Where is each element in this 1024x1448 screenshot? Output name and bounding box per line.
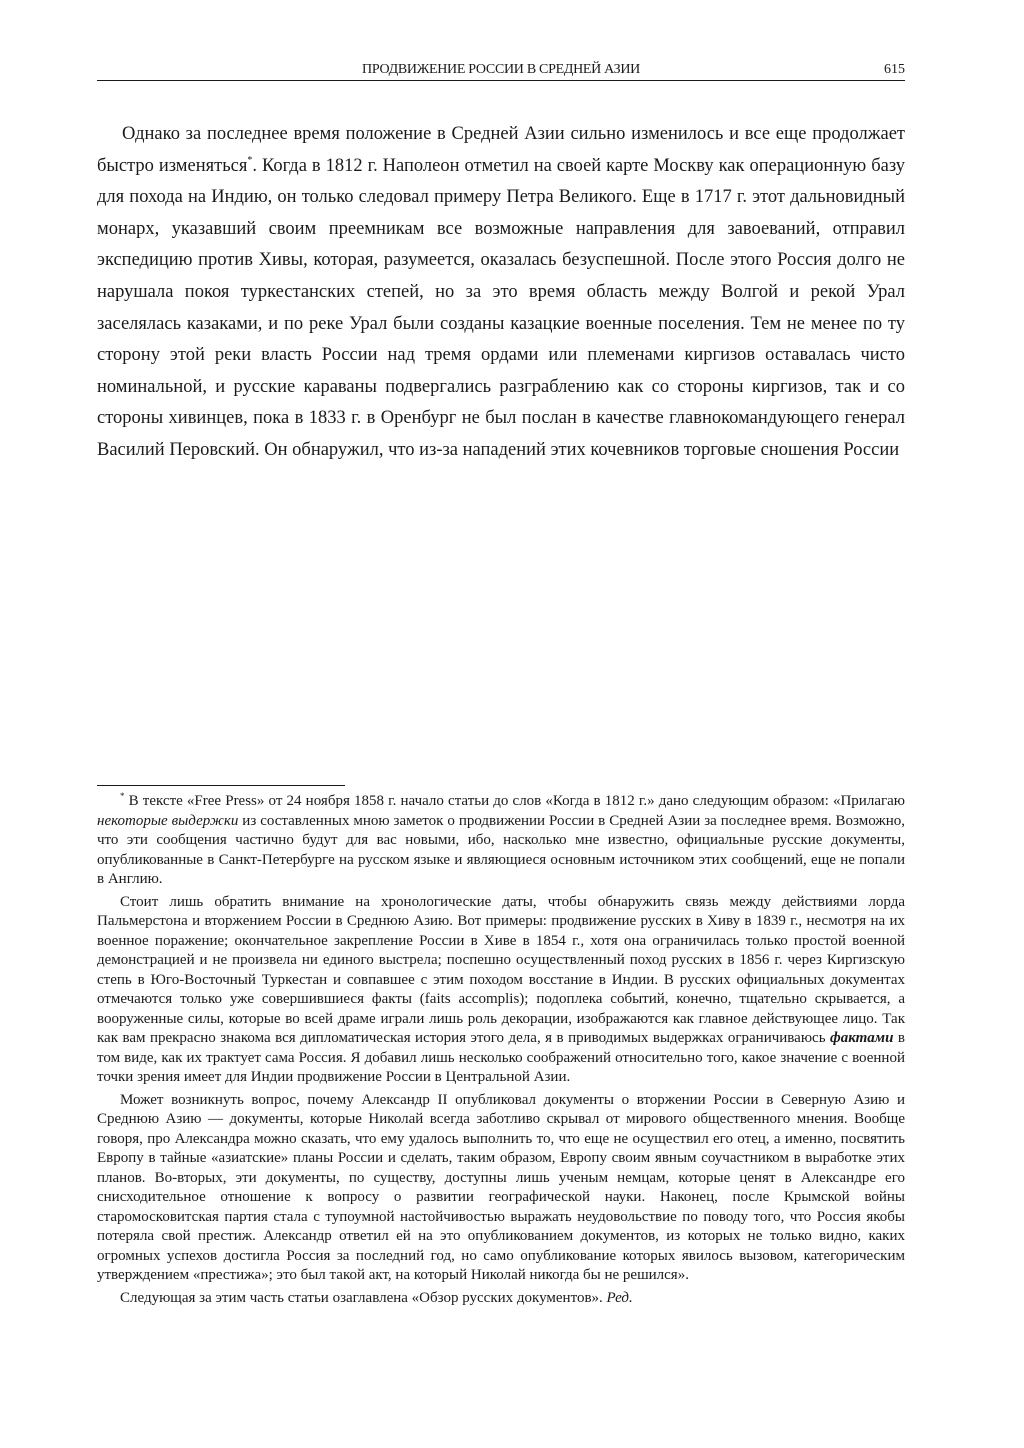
running-header	[97, 60, 905, 81]
footnote-text-1b: из составленных мною заметок о продвижении России в Средней Азии за последнее время. Возможно, что эти сообщения частично будут для вас новыми, ибо, насколько мне известно, официальные русские документы, опубликованные в Санкт-Петербурге на русском языке и являющиеся основным источником этих сообщений, еще не попали в Англию.	[97, 812, 905, 887]
footnote-emphasis-2: фактами	[830, 1030, 894, 1046]
footnote-block	[97, 792, 905, 1311]
footnote-paragraph-4	[97, 1289, 905, 1309]
main-text	[97, 119, 905, 467]
footnote-text-4a: Следующая за этим часть статьи озаглавлена «Обзор русских документов».	[120, 1289, 607, 1306]
footnote-text-2a: Стоит лишь обратить внимание на хронологические даты, чтобы обнаружить связь между действиями лорда Пальмерстона и вторжением России в Среднюю Азию. Вот примеры: продвижение русских в Хиву в 1839 г., несмотря на их военное поражение; окончательное закрепление России в Хиве в 1854 г., хотя она ограничилась только простой военной демонстрацией и не произвела ни единого выстрела; поспешно осуществленный поход русских в 1856 г. через Киргизскую степь в Юго-Восточный Туркестан и совпавшее с этим походом восстание в Индии. В русских официальных документах отмечаются только уже совершившиеся факты (faits accomplis); подоплека событий, конечно, тщательно скрывается, а вооруженные силы, которые во всей драме играли лишь роль декорации, изображаются как главное действующее лицо. Так как вам прекрасно знакома вся дипломатическая история этого дела, я в приводимых выдержках ограничиваюсь	[97, 893, 905, 1046]
footnote-paragraph-2	[97, 893, 905, 1088]
main-text-part-2: . Когда в 1812 г. Наполеон отметил на своей карте Москву как операционную базу для похода на Индию, он только следовал примеру Петра Великого. Еще в 1717 г. этот дальновидный монарх, указавший своим преемникам все возможные направления для завоеваний, отправил экспедицию против Хивы, которая, разумеется, оказалась безуспешной. После этого Россия долго не нарушала покоя туркестанских степей, но за это время область между Волгой и рекой Урал заселялась казаками, и по реке Урал были созданы казацкие военные поселения. Тем не менее по ту сторону этой реки власть России над тремя ордами или племенами киргизов оставалась чисто номинальной, и русские караваны подвергались разграблению как со стороны киргизов, так и со стороны хивинцев, пока в 1833 г. в Оренбург не был послан в качестве главнокомандующего генерал Василий Перовский. Он обнаружил, что из-за нападений этих кочевников торговые сношения России	[97, 155, 905, 460]
main-text-part-1: Однако за последнее время положение в Средней Азии сильно изменилось и все еще продолжает быстро изменяться	[97, 124, 905, 176]
footnote-reference-marker: *	[247, 154, 253, 166]
footnote-paragraph-1	[97, 792, 905, 890]
footnote-text-1a: В тексте «Free Press» от 24 ноября 1858 г. начало статьи до слов «Когда в 1812 г.» дано следующим образом: «Прилагаю	[124, 793, 905, 809]
footnote-emphasis-1: некоторые выдержки	[97, 812, 239, 829]
footnote-separator-rule	[97, 785, 345, 786]
footnote-text-2b: в том виде, как их трактует сама Россия. Я добавил лишь несколько соображений относительно того, какое значение с военной точки зрения имеет для Индии продвижение России в Центральной Азии.	[97, 1030, 905, 1085]
editor-note-mark: Ред.	[606, 1289, 633, 1306]
page-number: 615	[884, 62, 905, 77]
footnote-text-3: Может возникнуть вопрос, почему Александр II опубликовал документы о вторжении России в Северную Азию и Среднюю Азию — документы, которые Николай всегда заботливо скрывал от мирового общественного мнения. Вообще говоря, про Александра можно сказать, что ему удалось выполнить то, что еще не осуществил его отец, а именно, посвятить Европу в тайные «азиатские» планы России и сделать, таким образом, Европу своим явным соучастником в выработке этих планов. Во-вторых, эти документы, по существу, доступны лишь ученым немцам, которые ценят в Александре его снисходительное отношение к вопросу о развитии географической науки. Наконец, после Крымской войны старомосковитская партия стала с тупоумной настойчивостью выражать неудовольствие по поводу того, что Россия якобы потеряла свой престиж. Александр ответил ей на это опубликованием документов, из которых не только видно, каких огромных успехов достигла Россия за последний год, но само опубликование которых явилось вызовом, категорическим утверждением «престижа»; это был такой акт, на который Николай никогда бы не решился».	[97, 1091, 905, 1283]
main-paragraph	[97, 119, 905, 467]
footnote-paragraph-3	[97, 1091, 905, 1286]
running-title: ПРОДВИЖЕНИЕ РОССИИ В СРЕДНЕЙ АЗИИ	[362, 62, 640, 77]
footnote-marker: *	[120, 791, 125, 801]
